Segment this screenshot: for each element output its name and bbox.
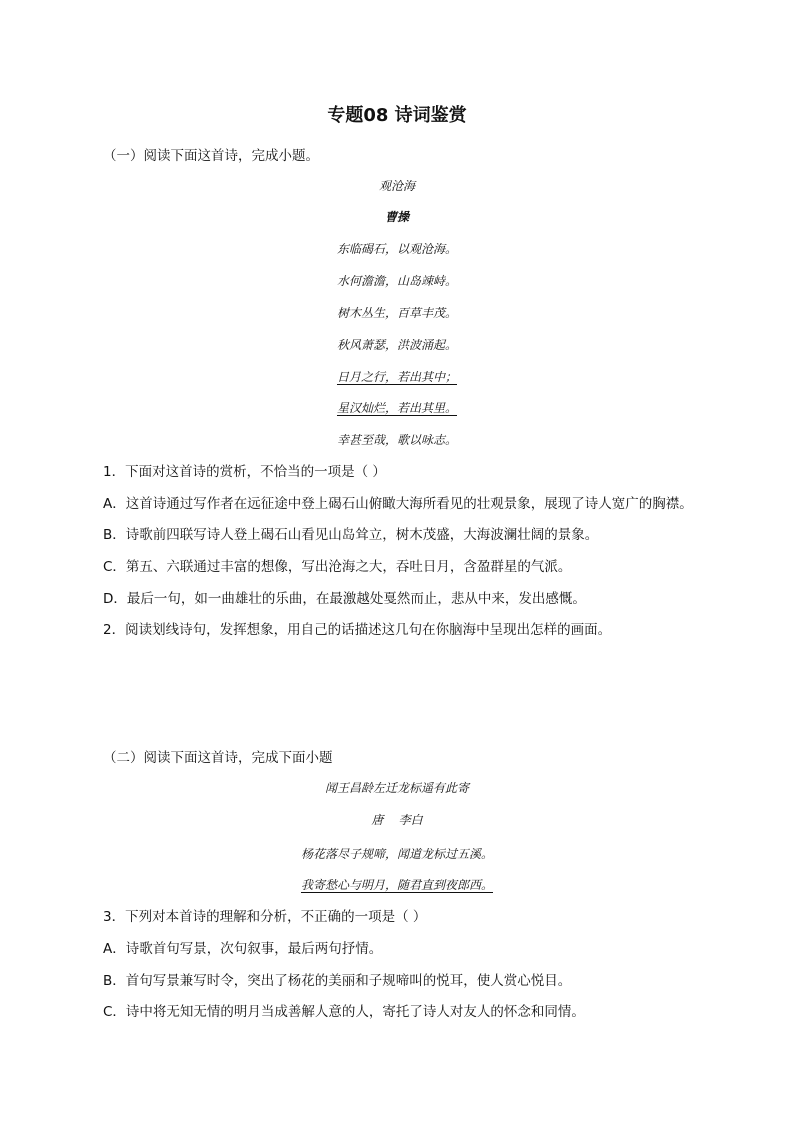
question-1: 1．下面对这首诗的赏析，不恰当的一项是（ ） xyxy=(103,464,386,480)
poem1-line: 幸甚至哉，歌以咏志。 xyxy=(336,433,457,447)
poem2-author: 唐 李白 xyxy=(371,813,423,827)
poem2-line: 杨花落尽子规啼，闻道龙标过五溪。 xyxy=(300,847,493,861)
section1-intro: （一）阅读下面这首诗，完成小题。 xyxy=(103,148,319,164)
poem1-line: 秋风萧瑟，洪波涌起。 xyxy=(336,338,457,352)
q3-option-b: B．首句写景兼写时令，突出了杨花的美丽和子规啼叫的悦耳，使人赏心悦目。 xyxy=(103,973,572,989)
q1-option-b: B．诗歌前四联写诗人登上碣石山看见山岛耸立，树木茂盛，大海波澜壮阔的景象。 xyxy=(103,527,599,543)
section2-intro: （二）阅读下面这首诗，完成下面小题 xyxy=(103,750,333,766)
poem1-underlined-text: 日月之行，若出其中； xyxy=(336,370,457,384)
poem2-title: 闻王昌龄左迁龙标遥有此寄 xyxy=(324,781,469,795)
poem1-line-underlined xyxy=(0,368,794,386)
poem2-underlined-text: 我寄愁心与明月，随君直到夜郎西。 xyxy=(300,878,493,892)
poem1-title: 观沧海 xyxy=(378,179,415,193)
question-2: 2．阅读划线诗句，发挥想象，用自己的话描述这几句在你脑海中呈现出怎样的画面。 xyxy=(103,622,612,638)
q1-option-a: A．这首诗通过写作者在远征途中登上碣石山俯瞰大海所看见的壮观景象，展现了诗人宽广的胸襟。 xyxy=(103,496,693,512)
poem2-line-underlined xyxy=(0,876,794,894)
poem1-line-underlined xyxy=(0,399,794,417)
poem1-line: 东临碣石，以观沧海。 xyxy=(336,242,457,256)
q3-option-c: C．诗中将无知无情的明月当成善解人意的人，寄托了诗人对友人的怀念和同情。 xyxy=(103,1004,585,1020)
poem1-author: 曹操 xyxy=(384,210,409,224)
document-title: 专题08 诗词鉴赏 xyxy=(327,105,467,126)
poem1-line: 水何澹澹，山岛竦峙。 xyxy=(336,274,457,288)
q1-option-c: C．第五、六联通过丰富的想像，写出沧海之大，吞吐日月，含盈群星的气派。 xyxy=(103,559,572,575)
q1-option-d: D．最后一句，如一曲雄壮的乐曲，在最激越处戛然而止，悲从中来，发出感慨。 xyxy=(103,591,586,607)
q3-option-a: A．诗歌首句写景，次句叙事，最后两句抒情。 xyxy=(103,941,383,957)
poem1-line: 树木丛生，百草丰茂。 xyxy=(336,306,457,320)
question-3: 3．下列对本首诗的理解和分析，不正确的一项是（ ） xyxy=(103,909,427,925)
poem1-underlined-text: 星汉灿烂，若出其里。 xyxy=(336,401,457,415)
